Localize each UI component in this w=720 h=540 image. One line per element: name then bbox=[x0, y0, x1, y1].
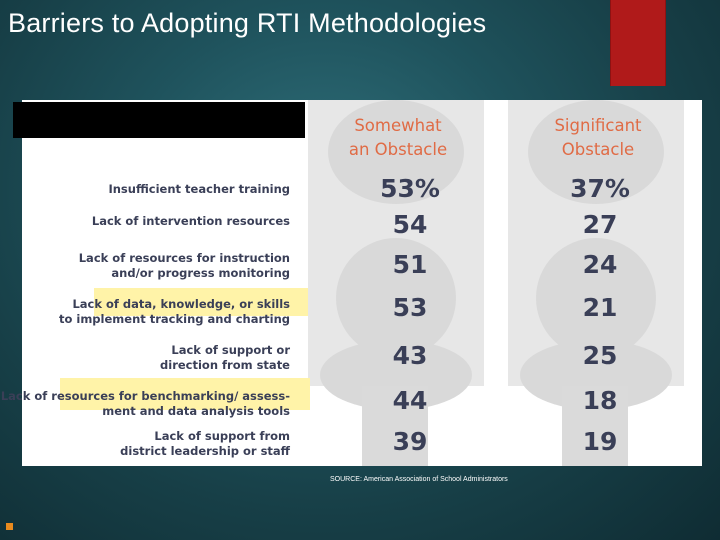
somewhat-value: 43 bbox=[392, 341, 428, 370]
significant-value: 19 bbox=[582, 427, 618, 456]
row-label bbox=[108, 182, 290, 197]
header-line: Somewhat bbox=[354, 116, 442, 135]
header-line: Obstacle bbox=[561, 140, 635, 159]
significant-value: 37% bbox=[570, 174, 630, 203]
row-label-line: Lack of support from bbox=[154, 429, 290, 443]
significant-value: 24 bbox=[582, 250, 618, 279]
somewhat-value: 44 bbox=[392, 386, 428, 415]
row-label bbox=[1, 389, 290, 419]
header-line: an Obstacle bbox=[348, 140, 448, 159]
redacted-bar bbox=[13, 102, 305, 138]
row-label-line: Insufficient teacher training bbox=[108, 182, 290, 196]
row-label-line: Lack of resources for instruction bbox=[78, 251, 290, 265]
somewhat-column-header bbox=[322, 114, 474, 162]
row-label-line: direction from state bbox=[160, 358, 290, 372]
row-label bbox=[79, 251, 290, 281]
somewhat-value: 54 bbox=[392, 210, 428, 239]
somewhat-value: 53 bbox=[392, 293, 428, 322]
significant-column-header bbox=[522, 114, 674, 162]
significant-value: 18 bbox=[582, 386, 618, 415]
row-label-line: Lack of resources for benchmarking/ assess- bbox=[0, 389, 290, 403]
row-label bbox=[120, 429, 290, 459]
slide-title: Barriers to Adopting RTI Methodologies bbox=[8, 8, 487, 38]
row-label-line: to implement tracking and charting bbox=[58, 312, 290, 326]
row-label-line: and/or progress monitoring bbox=[111, 266, 290, 280]
row-label bbox=[160, 343, 290, 373]
significant-value: 25 bbox=[582, 341, 618, 370]
significant-value: 27 bbox=[582, 210, 618, 239]
somewhat-value: 53% bbox=[380, 174, 440, 203]
somewhat-value: 39 bbox=[392, 427, 428, 456]
row-label-line: district leadership or staff bbox=[120, 444, 290, 458]
row-label-line: ment and data analysis tools bbox=[102, 404, 290, 418]
somewhat-value: 51 bbox=[392, 250, 428, 279]
row-label bbox=[92, 214, 290, 229]
row-label-line: Lack of support or bbox=[171, 343, 290, 357]
row-label-line: Lack of intervention resources bbox=[91, 214, 290, 228]
red-accent-tab bbox=[610, 0, 666, 86]
source-note: SOURCE: American Association of School Administrators bbox=[330, 476, 508, 483]
row-label bbox=[59, 297, 290, 327]
table-panel bbox=[0, 100, 702, 466]
bullet-icon bbox=[6, 523, 13, 530]
row-label-line: Lack of data, knowledge, or skills bbox=[72, 297, 290, 311]
significant-value: 21 bbox=[582, 293, 618, 322]
header-line: Significant bbox=[554, 116, 642, 135]
